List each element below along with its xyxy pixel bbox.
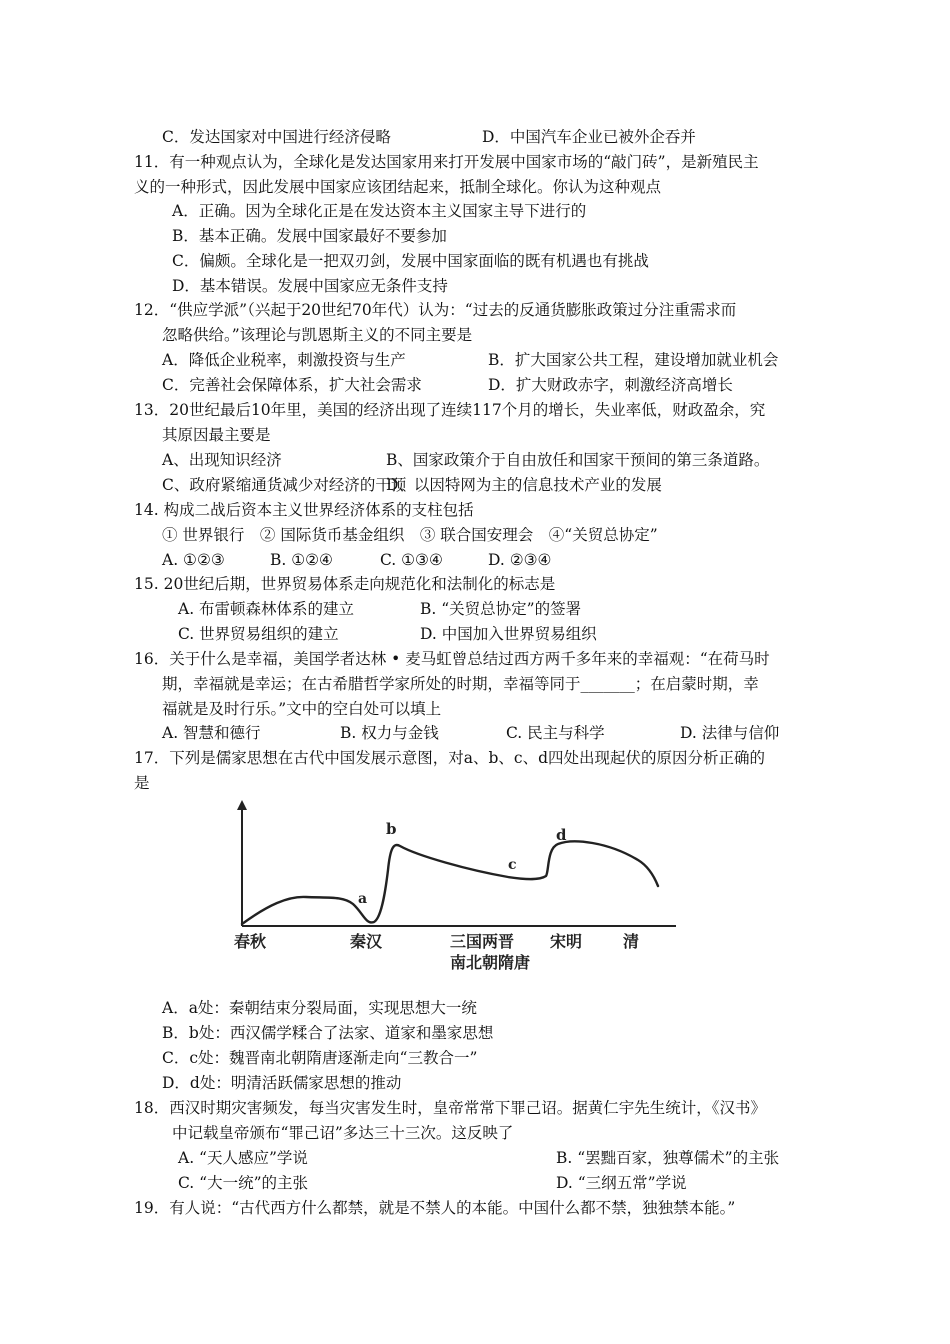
q14-option-c: C. ①③④ xyxy=(380,551,443,569)
q14-option-b: B. ①②④ xyxy=(270,551,333,569)
q16-option-a: A. 智慧和德行 xyxy=(162,724,261,742)
q11-option-b: B．基本正确。发展中国家最好不要参加 xyxy=(172,227,447,245)
x-label-nanbeichao: 南北朝隋唐 xyxy=(450,953,531,972)
q12-option-b: B．扩大国家公共工程，建设增加就业机会 xyxy=(488,351,779,369)
q13-option-a: A、出现知识经济 xyxy=(162,451,282,469)
confucianism-development-diagram xyxy=(228,800,688,980)
q15-stem: 15. 20世纪后期，世界贸易体系走向规范化和法制化的标志是 xyxy=(134,575,556,593)
q11-option-a: A．正确。因为全球化正是在发达资本主义国家主导下进行的 xyxy=(172,202,587,220)
q18-option-c: C. “大一统”的主张 xyxy=(178,1174,309,1192)
q16-stem-line3: 福就是及时行乐。”文中的空白处可以填上 xyxy=(162,700,442,718)
q17-option-b: B．b处：西汉儒学糅合了法家、道家和墨家思想 xyxy=(162,1024,494,1042)
q17-stem-line1: 17．下列是儒家思想在古代中国发展示意图，对a、b、c、d四处出现起伏的原因分析正确的 xyxy=(134,749,765,767)
point-label-d: d xyxy=(556,826,567,844)
q14-stem: 14. 构成二战后资本主义世界经济体系的支柱包括 xyxy=(134,501,474,519)
q18-option-b: B. “罢黜百家，独尊儒术”的主张 xyxy=(556,1149,780,1167)
q14-option-d: D. ②③④ xyxy=(488,551,552,569)
development-curve xyxy=(242,841,658,924)
q13-option-b: B、国家政策介于自由放任和国家干预间的第三条道路。 xyxy=(386,451,770,469)
q10-option-d: D．中国汽车企业已被外企吞并 xyxy=(482,128,696,146)
q16-option-c: C. 民主与科学 xyxy=(506,724,605,742)
point-label-c: c xyxy=(508,857,517,873)
x-label-chunqiu: 春秋 xyxy=(234,932,267,951)
q12-option-c: C．完善社会保障体系，扩大社会需求 xyxy=(162,376,422,394)
q18-stem-line2: 中记载皇帝颁布“罪己诏”多达三十三次。这反映了 xyxy=(172,1124,514,1142)
q14-option-a: A. ①②③ xyxy=(162,551,225,569)
q13-option-d: D、以因特网为主的信息技术产业的发展 xyxy=(386,476,662,494)
q17-option-a: A．a处：秦朝结束分裂局面，实现思想大一统 xyxy=(162,999,477,1017)
q11-stem-line1: 11．有一种观点认为，全球化是发达国家用来打开发展中国家市场的“敲门砖”，是新殖民主 xyxy=(134,153,759,171)
q15-option-b: B. “关贸总协定”的签署 xyxy=(420,600,582,618)
y-axis-arrow xyxy=(237,800,247,810)
x-label-songming: 宋明 xyxy=(550,932,583,951)
point-label-b: b xyxy=(386,820,397,838)
q16-stem-line2: 期，幸福就是幸运；在古希腊哲学家所处的时期，幸福等同于_______；在启蒙时期，幸 xyxy=(162,675,759,693)
q19-stem-line1: 19．有人说：“古代西方什么都禁，就是不禁人的本能。中国什么都不禁，独独禁本能。” xyxy=(134,1199,736,1217)
x-label-qinhan: 秦汉 xyxy=(350,932,383,951)
q16-option-d: D. 法律与信仰 xyxy=(680,724,780,742)
x-label-qing: 清 xyxy=(623,932,640,951)
q11-option-c: C．偏颇。全球化是一把双刃剑，发展中国家面临的既有机遇也有挑战 xyxy=(172,252,649,270)
q11-stem-line2: 义的一种形式，因此发展中国家应该团结起来，抵制全球化。你认为这种观点 xyxy=(134,178,662,196)
q18-option-a: A. “天人感应”学说 xyxy=(178,1149,308,1167)
q12-stem-line2: 忽略供给。”该理论与凯恩斯主义的不同主要是 xyxy=(162,326,473,344)
q10-option-c: C．发达国家对中国进行经济侵略 xyxy=(162,128,391,146)
x-label-sanguo: 三国两晋 xyxy=(450,932,515,951)
q16-option-b: B. 权力与金钱 xyxy=(340,724,439,742)
q17-option-d: D．d处：明清活跃儒家思想的推动 xyxy=(162,1074,402,1092)
q13-option-c: C、政府紧缩通货减少对经济的干预 xyxy=(162,476,407,494)
q11-option-d: D．基本错误。发展中国家应无条件支持 xyxy=(172,277,448,295)
diagram-svg xyxy=(228,800,688,980)
q15-option-d: D. 中国加入世界贸易组织 xyxy=(420,625,597,643)
q17-option-c: C．c处：魏晋南北朝隋唐逐渐走向“三教合一” xyxy=(162,1049,478,1067)
q18-stem-line1: 18．西汉时期灾害频发，每当灾害发生时，皇帝常常下罪己诏。据黄仁宇先生统计，《汉书》 xyxy=(134,1099,766,1117)
q15-option-c: C. 世界贸易组织的建立 xyxy=(178,625,339,643)
q12-stem-line1: 12．“供应学派”（兴起于20世纪70年代）认为：“过去的反通货膨胀政策过分注重需求而 xyxy=(134,301,737,319)
q12-option-d: D．扩大财政赤字，刺激经济高增长 xyxy=(488,376,733,394)
q17-stem-line2: 是 xyxy=(134,774,150,792)
q13-stem-line1: 13．20世纪最后10年里，美国的经济出现了连续117个月的增长，失业率低，财政盈余，究 xyxy=(134,401,766,419)
q12-option-a: A．降低企业税率，刺激投资与生产 xyxy=(162,351,406,369)
q13-stem-line2: 其原因最主要是 xyxy=(162,426,271,444)
q18-option-d: D. “三纲五常”学说 xyxy=(556,1174,687,1192)
q14-items: ① 世界银行 ② 国际货币基金组织 ③ 联合国安理会 ④“关贸总协定” xyxy=(162,526,658,544)
q15-option-a: A. 布雷顿森林体系的建立 xyxy=(178,600,355,618)
q16-stem-line1: 16．关于什么是幸福，美国学者达林 • 麦马虹曾总结过西方两千多年来的幸福观：“在荷马时 xyxy=(134,650,770,668)
point-label-a: a xyxy=(358,891,368,907)
